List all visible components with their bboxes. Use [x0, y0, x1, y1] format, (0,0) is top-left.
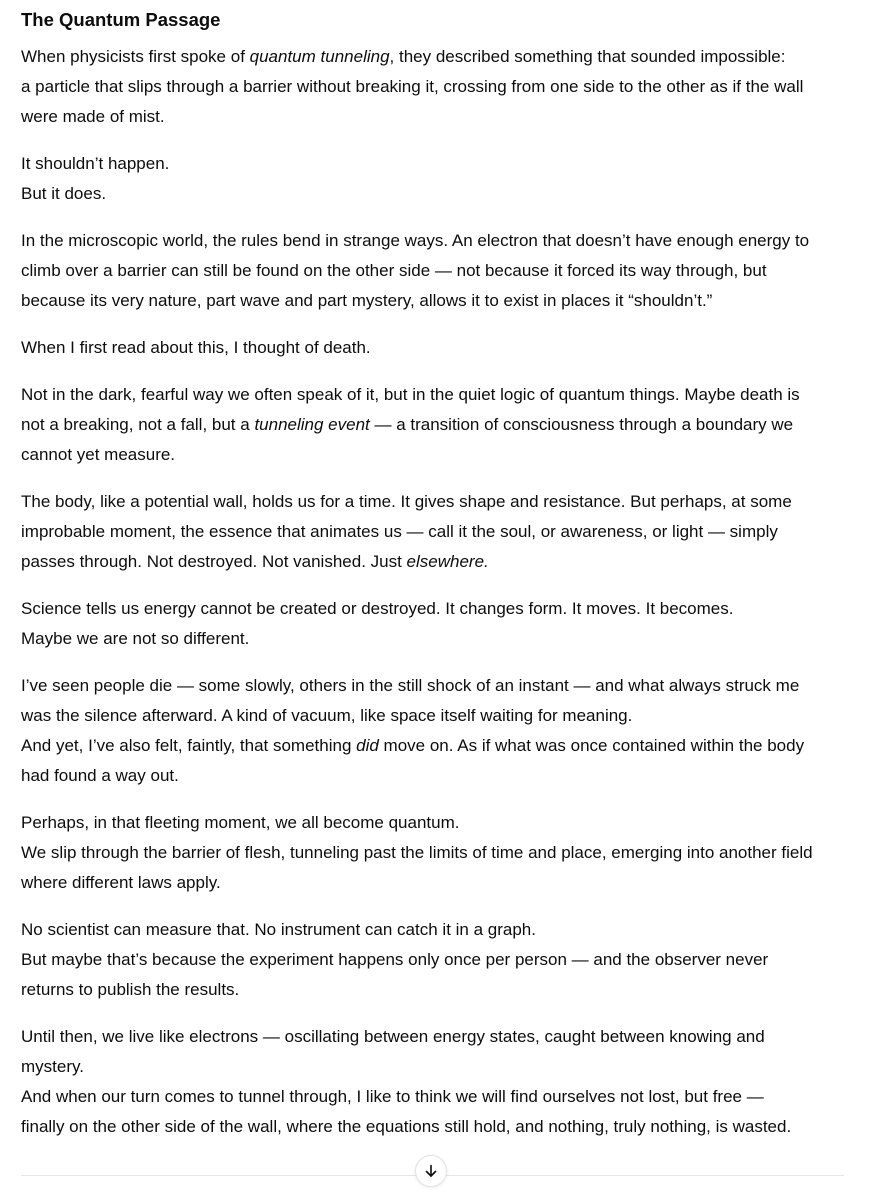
text-line [21, 1112, 851, 1142]
text-segment: And when our turn comes to tunnel through, I like to think we will find ourselves not lost, but free — [21, 1087, 764, 1106]
text-segment: When I first read about this, I thought of death. [21, 338, 371, 357]
paragraph [21, 42, 851, 132]
italic-text: tunneling event [254, 415, 370, 434]
article-title: The Quantum Passage [21, 9, 221, 30]
text-line [21, 410, 851, 440]
text-line [21, 594, 851, 624]
text-line [21, 761, 851, 791]
text-segment: Perhaps, in that fleeting moment, we all become quantum. [21, 813, 460, 832]
text-line [21, 333, 851, 363]
text-segment: returns to publish the results. [21, 980, 240, 999]
text-line [21, 1082, 851, 1112]
article-body [21, 42, 851, 1142]
italic-text: did [356, 736, 379, 755]
text-line [21, 838, 851, 868]
text-line [21, 1022, 851, 1052]
text-line [21, 945, 851, 975]
text-segment: In the microscopic world, the rules bend in strange ways. An electron that doesn’t have enough energy to [21, 231, 810, 250]
text-line [21, 179, 851, 209]
text-line [21, 42, 851, 72]
text-segment: finally on the other side of the wall, where the equations still hold, and nothing, truly nothing, is wasted. [21, 1117, 792, 1136]
text-line [21, 440, 851, 470]
text-line [21, 72, 851, 102]
paragraph [21, 487, 851, 577]
arrow-down-icon [423, 1163, 439, 1179]
text-segment: was the silence afterward. A kind of vacuum, like space itself waiting for meaning. [21, 706, 633, 725]
text-segment: cannot yet measure. [21, 445, 176, 464]
text-segment: — a transition of consciousness through a boundary we [369, 415, 794, 434]
text-segment: because its very nature, part wave and part mystery, allows it to exist in places it “shouldn’t.” [21, 291, 713, 310]
article [21, 7, 851, 1159]
paragraph [21, 149, 851, 209]
text-line [21, 380, 851, 410]
paragraph [21, 380, 851, 470]
text-segment: not a breaking, not a fall, but a [21, 415, 255, 434]
text-segment: Maybe we are not so different. [21, 629, 250, 648]
text-segment: The body, like a potential wall, holds us for a time. It gives shape and resistance. But perhaps, at some [21, 492, 792, 511]
text-segment: were made of mist. [21, 107, 165, 126]
text-line [21, 102, 851, 132]
text-segment: But it does. [21, 184, 107, 203]
text-segment: Until then, we live like electrons — oscillating between energy states, caught between knowing and [21, 1027, 765, 1046]
text-segment: I’ve seen people die — some slowly, others in the still shock of an instant — and what always struck me [21, 676, 800, 695]
scroll-to-bottom-button[interactable] [415, 1155, 447, 1187]
text-line [21, 731, 851, 761]
text-segment: It shouldn’t happen. [21, 154, 170, 173]
paragraph [21, 671, 851, 791]
text-segment: And yet, I’ve also felt, faintly, that something [21, 736, 357, 755]
italic-text: quantum tunneling [249, 47, 390, 66]
text-segment: Science tells us energy cannot be created or destroyed. It changes form. It moves. It becomes. [21, 599, 734, 618]
text-segment: move on. As if what was once contained within the body [378, 736, 805, 755]
text-line [21, 701, 851, 731]
text-line [21, 256, 851, 286]
text-line [21, 517, 851, 547]
text-segment: Not in the dark, fearful way we often speak of it, but in the quiet logic of quantum things. Maybe death is [21, 385, 800, 404]
text-line [21, 975, 851, 1005]
text-segment: We slip through the barrier of flesh, tunneling past the limits of time and place, emerging into another field [21, 843, 813, 862]
paragraph [21, 594, 851, 654]
text-line [21, 286, 851, 316]
text-segment: mystery. [21, 1057, 84, 1076]
text-segment: But maybe that’s because the experiment happens only once per person — and the observer never [21, 950, 769, 969]
paragraph [21, 226, 851, 316]
text-segment: , they described something that sounded impossible: [389, 47, 786, 66]
text-line [21, 547, 851, 577]
text-line [21, 671, 851, 701]
text-line [21, 915, 851, 945]
text-segment: a particle that slips through a barrier without breaking it, crossing from one side to the other as if the wall [21, 77, 804, 96]
paragraph [21, 333, 851, 363]
text-segment: where different laws apply. [21, 873, 221, 892]
text-line [21, 149, 851, 179]
text-segment: When physicists first spoke of [21, 47, 250, 66]
paragraph [21, 808, 851, 898]
text-segment: had found a way out. [21, 766, 179, 785]
text-line [21, 1052, 851, 1082]
text-segment: No scientist can measure that. No instrument can catch it in a graph. [21, 920, 536, 939]
text-segment: improbable moment, the essence that animates us — call it the soul, or awareness, or light — simply [21, 522, 778, 541]
text-segment: passes through. Not destroyed. Not vanished. Just [21, 552, 407, 571]
paragraph [21, 915, 851, 1005]
text-line [21, 226, 851, 256]
text-line [21, 868, 851, 898]
text-line [21, 624, 851, 654]
paragraph [21, 1022, 851, 1142]
italic-text: elsewhere. [406, 552, 489, 571]
text-line [21, 808, 851, 838]
text-line [21, 487, 851, 517]
text-segment: climb over a barrier can still be found on the other side — not because it forced its way through, but [21, 261, 767, 280]
